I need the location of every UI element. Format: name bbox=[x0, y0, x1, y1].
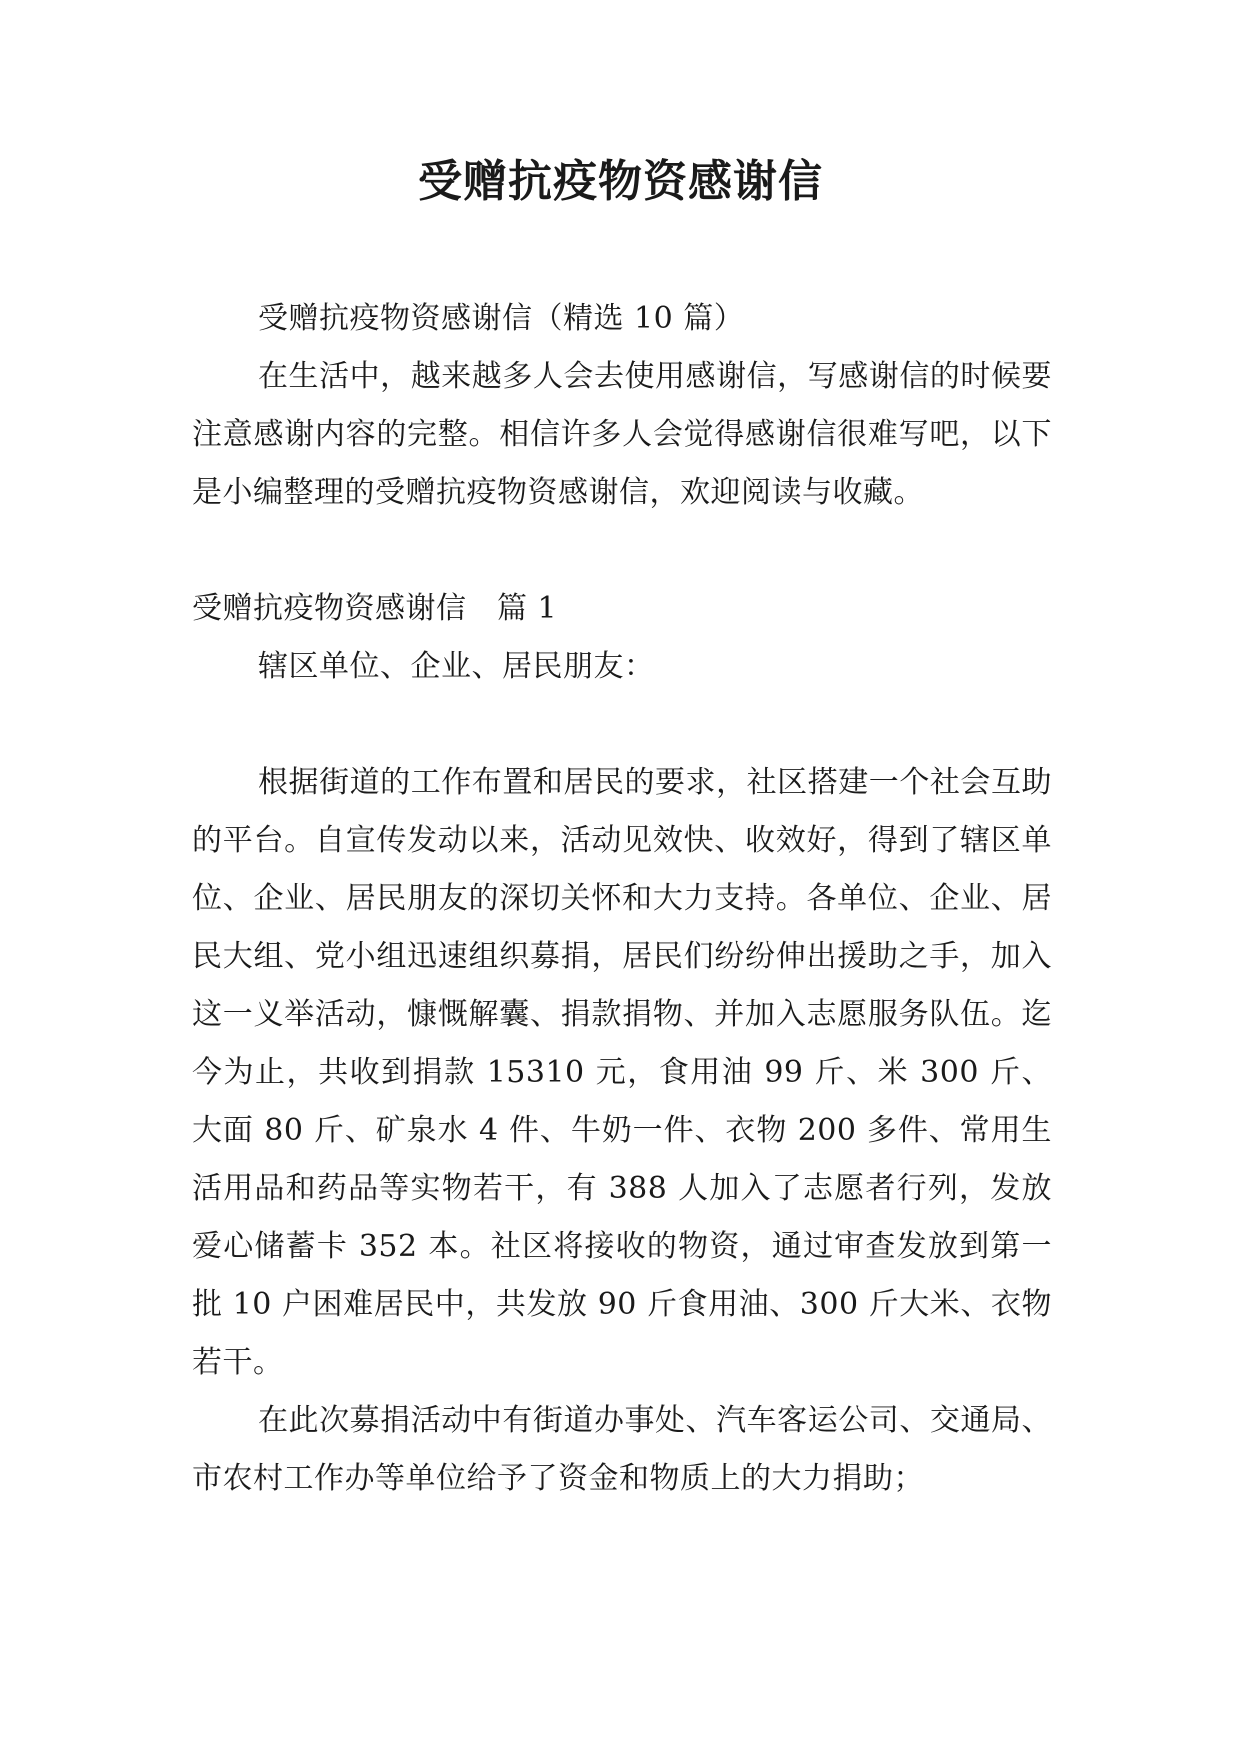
body-paragraph-2: 在此次募捐活动中有街道办事处、汽车客运公司、交通局、市农村工作办等单位给予了资金和物质上的大力捐助； bbox=[192, 1403, 1052, 1496]
intro-paragraph: 在生活中，越来越多人会去使用感谢信，写感谢信的时候要注意感谢内容的完整。相信许多人会觉得感谢信很难写吧，以下是小编整理的受赠抗疫物资感谢信，欢迎阅读与收藏。 bbox=[192, 359, 1052, 510]
document-subtitle: 受赠抗疫物资感谢信（精选 10 篇） bbox=[258, 301, 745, 336]
body-paragraph-1: 根据街道的工作布置和居民的要求，社区搭建一个社会互助的平台。自宣传发动以来，活动见效快、收效好，得到了辖区单位、企业、居民朋友的深切关怀和大力支持。各单位、企业、居民大组、党小组迅速组织募捐，居民们纷纷伸出援助之手，加入这一义举活动，慷慨解囊、捐款捐物、并加入志愿服务队伍。迄今为止，共收到捐款 15310 元，食用油 99 斤、米 300 斤、大面 80 斤、矿泉水 4 件、牛奶一件、衣物 200 多件、常用生活用品和药品等实物若干，有 388 人加入了志愿者行列，发放爱心储蓄卡 352 本。社区将接收的物资，通过审查发放到第一批 10 户困难居民中，共发放 90 斤食用油、300 斤大米、衣物若干。 bbox=[192, 765, 1052, 1380]
section-heading: 受赠抗疫物资感谢信 篇 1 bbox=[192, 591, 558, 626]
document-body bbox=[192, 290, 1052, 1508]
document-title: 受赠抗疫物资感谢信 bbox=[418, 156, 823, 207]
salutation: 辖区单位、企业、居民朋友： bbox=[258, 649, 655, 684]
